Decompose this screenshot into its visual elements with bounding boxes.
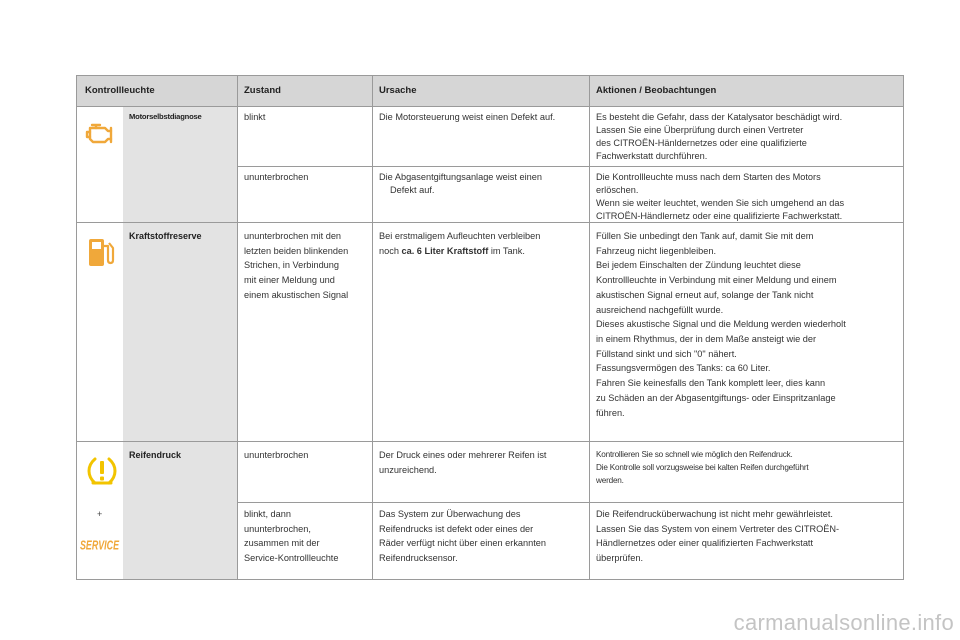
text-line: Reifendrucks ist defekt oder eines der	[379, 523, 534, 534]
text-line: Dieses akustische Signal und die Meldung werden wiederholt	[596, 319, 846, 330]
tire-pressure-warning-icon	[87, 456, 117, 491]
text-line: Die Reifendrucküberwachung ist nicht mehr gewährleistet.	[596, 509, 833, 519]
text-line: Füllstand sinkt und sich "0" nähert.	[596, 348, 737, 359]
text-line: unzureichend.	[379, 464, 437, 475]
name-cell-motor	[123, 107, 237, 222]
cause-tire-continuous	[379, 448, 546, 477]
text-line: Es besteht die Gefahr, dass der Katalysator beschädigt wird.	[596, 112, 843, 122]
name-cell-fuel	[123, 223, 237, 441]
text-line: akustischen Signal erneut auf, solange der Tank nicht	[596, 289, 814, 300]
text-line: überprüfen.	[596, 553, 643, 564]
state-tire-continuous: ununterbrochen	[244, 450, 309, 460]
text-line: in einem Rhythmus, der in dem Maße ansteigt wie der	[596, 334, 817, 345]
state-tire-blinking	[244, 507, 338, 566]
text-line: Kontrollleuchte in Verbindung mit einer Meldung und einem	[596, 275, 837, 286]
text-line: mit einer Meldung und	[244, 275, 335, 286]
text-line: Das System zur Überwachung des	[379, 509, 521, 519]
text-line: werden.	[596, 476, 624, 486]
service-icon	[80, 538, 120, 557]
fuel-amount: ca. 6 Liter Kraftstoff	[401, 245, 489, 256]
text-line: Lassen Sie eine Überprüfung durch einen Vertreter	[596, 125, 804, 136]
text-line: Wenn sie weiter leuchtet, wenden Sie sich umgehend an das	[596, 198, 845, 209]
text-line: Füllen Sie unbedingt den Tank auf, damit Sie mit dem	[596, 231, 814, 241]
watermark: carmanualsonline.info	[733, 610, 954, 635]
fuel-pump-icon	[87, 236, 115, 275]
warning-lights-table	[76, 75, 904, 580]
text-line: Bei jedem Einschalten der Zündung leuchtet diese	[596, 260, 801, 271]
column-divider	[372, 76, 373, 579]
text-line: ununterbrochen mit den	[244, 231, 342, 241]
text-fragment: noch	[379, 245, 402, 256]
warning-name-motor: Motorselbstdiagnose	[129, 112, 202, 121]
text-line: Kontrollieren Sie so schnell wie möglich den Reifendruck.	[596, 450, 793, 459]
row-divider	[77, 441, 903, 442]
row-divider	[237, 502, 903, 503]
text-line: ununterbrochen,	[244, 523, 311, 534]
table-header	[77, 76, 903, 107]
text-line: Bei erstmaligem Aufleuchten verbleiben	[379, 231, 541, 241]
service-label: SERVICE	[80, 538, 120, 553]
action-tire-continuous	[596, 448, 808, 487]
text-line: Fahrzeug nicht liegenbleiben.	[596, 245, 717, 256]
cause-fuel	[379, 229, 540, 258]
warning-name-tire: Reifendruck	[129, 450, 182, 460]
text-line: einem akustischen Signal	[244, 289, 349, 300]
text-line: Die Abgasentgiftungsanlage weist einen	[379, 172, 542, 182]
cause-motor-blinking: Die Motorsteuerung weist einen Defekt auf.	[379, 112, 556, 122]
text-line: Defekt auf.	[390, 185, 435, 196]
state-motor-continuous: ununterbrochen	[244, 172, 309, 182]
text-line: Reifendrucksensor.	[379, 553, 458, 564]
cause-motor-continuous	[379, 171, 542, 197]
text-line: ausreichend nachgefüllt wurde.	[596, 304, 724, 315]
text-fragment: im Tank.	[488, 245, 525, 256]
text-line: des CITROËN-Hänldernetzes oder eine qualifizierte	[596, 138, 807, 149]
state-fuel	[244, 229, 348, 303]
text-line: zusammen mit der	[244, 538, 320, 549]
text-line: letzten beiden blinkenden	[244, 245, 349, 256]
text-line: zu Schäden an der Abgasentgiftungs- oder Einspritzanlage	[596, 392, 836, 403]
column-divider	[237, 76, 238, 579]
action-tire-blinking	[596, 507, 839, 566]
state-motor-blinking: blinkt	[244, 112, 266, 122]
text-line: Strichen, in Verbindung	[244, 260, 340, 271]
column-divider	[589, 76, 590, 579]
text-line: Fachwerkstatt durchführen.	[596, 151, 708, 162]
action-motor-blinking	[596, 111, 842, 163]
text-line	[379, 244, 540, 259]
text-line: Der Druck eines oder mehrerer Reifen ist	[379, 450, 547, 460]
header-aktionen: Aktionen / Beobachtungen	[596, 85, 717, 96]
header-ursache: Ursache	[379, 85, 417, 96]
text-line: Service-Kontrollleuchte	[244, 553, 339, 564]
warning-name-fuel: Kraftstoffreserve	[129, 231, 202, 241]
header-kontrollleuchte: Kontrollleuchte	[85, 85, 155, 96]
engine-check-icon	[85, 120, 115, 149]
plus-sign: +	[97, 509, 103, 519]
text-line: Fassungsvermögen des Tanks: ca 60 Liter.	[596, 363, 771, 374]
text-line: Räder verfügt nicht über einen erkannten	[379, 538, 547, 549]
text-line: führen.	[596, 407, 625, 418]
text-line: Lassen Sie das System von einem Vertreter des CITROËN-	[596, 523, 840, 534]
text-line: Die Kontrolle soll vorzugsweise bei kalten Reifen durchgeführt	[596, 463, 809, 473]
text-line: Fahren Sie keinesfalls den Tank komplett leer, dies kann	[596, 378, 826, 389]
cause-tire-blinking	[379, 507, 546, 566]
text-line: blinkt, dann	[244, 509, 291, 519]
text-line: Händlernetzes oder einer qualifizierten Fachwerkstatt	[596, 538, 814, 549]
text-line: erlöschen.	[596, 185, 639, 196]
text-line: Die Kontrollleuchte muss nach dem Starten des Motors	[596, 172, 821, 182]
row-divider	[237, 166, 903, 167]
action-motor-continuous	[596, 171, 844, 223]
name-cell-tire	[123, 442, 237, 579]
action-fuel	[596, 229, 846, 420]
header-zustand: Zustand	[244, 85, 281, 96]
text-line: CITROËN-Händlernetz oder eine qualifizierte Fachwerkstatt.	[596, 211, 843, 222]
